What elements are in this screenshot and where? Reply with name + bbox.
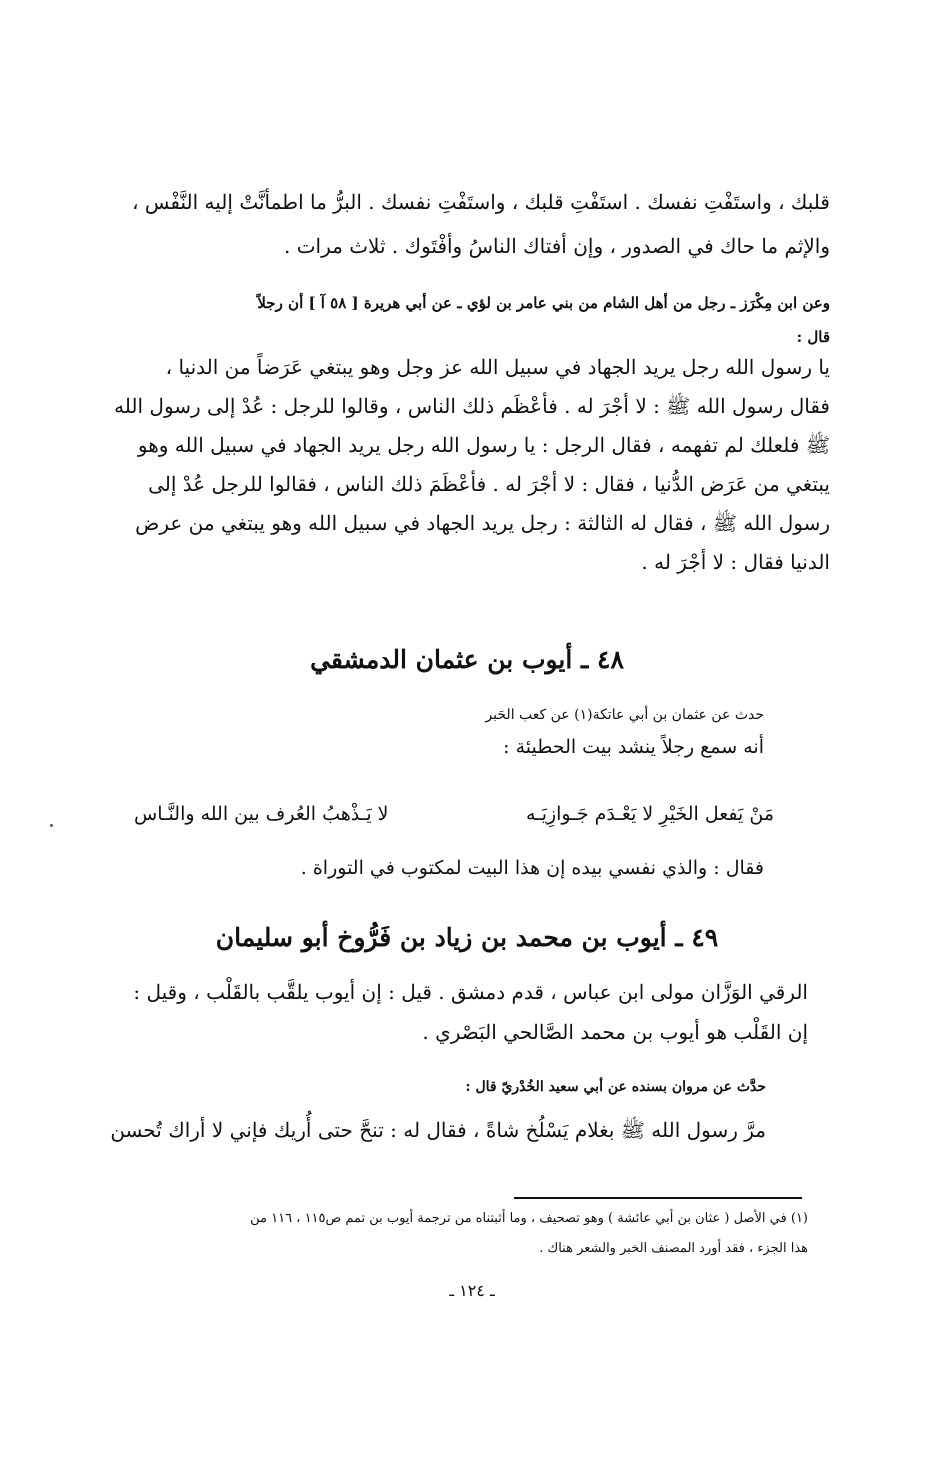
poetry-verse — [134, 796, 774, 832]
paragraph-1-line: قلبك ، واستَفْتِ نفسك . استَفْتِ قلبك ، واستَفْتِ نفسك . البرُّ ما اطمأنَّتْ إليه النَّفْس ، — [132, 190, 830, 214]
paragraph-2-line: يا رسول الله رجل يريد الجهاد في سبيل الله عز وجل وهو يبتغي عَرَضاً من الدنيا ، — [165, 355, 830, 379]
paragraph-1-line: والإثم ما حاك في الصدور ، وإن أفتاك الناسُ وأفْتَوك . ثلاث مرات . — [283, 234, 830, 258]
paragraph-3-line: الرقي الوَزَّان مولى ابن عباس ، قدم دمشق . قيل : إن أيوب يلقَّب بالقَلْب ، وقيل : — [133, 980, 808, 1004]
paragraph-4-line: مرَّ رسول الله ﷺ بغلام يَسْلُخ شاةً ، فقال له : تنحَّ حتى أُريك فإني لا أراك تُحسن — [110, 1118, 766, 1142]
paragraph-4 — [104, 1110, 766, 1150]
section-heading-48 — [104, 640, 830, 680]
isnad-1 — [108, 286, 830, 354]
isnad-2-line: حدَّث عن مروان بسنده عن أبي سعيد الخُدْريّ قال : — [465, 1079, 766, 1095]
verse-second-hemistich: لا يَـذْهبُ العُرف بين الله والنَّـاس — [134, 803, 389, 825]
footnote — [108, 1204, 808, 1264]
paragraph-2-line: يبتغي من عَرَض الدُّنيا ، فقال : لا أجْرَ له . فأعْظَمَ ذلك الناس ، فقالوا للرجل عُدْ إلى — [148, 472, 830, 496]
quote-intro-line: أنه سمع رجلاً ينشد بيت الحطيئة : — [503, 736, 764, 758]
footnote-line: هذا الجزء ، فقد أورد المصنف الخبر والشعر هناك . — [539, 1241, 808, 1256]
scan-speck — [50, 824, 53, 827]
section-heading-49-text: ٤٩ ـ أيوب بن محمد بن زياد بن فَرُّوخ أبو سليمان — [215, 923, 719, 952]
paragraph-2-line: ﷺ فلعلك لم تفهمه ، فقال الرجل : يا رسول الله رجل يريد الجهاد في سبيل الله وهو — [137, 433, 830, 457]
paragraph-2-line: الدنيا فقال : لا أجْرَ له . — [641, 550, 830, 574]
footnote-divider — [514, 1197, 802, 1199]
paragraph-2-line: فقال رسول الله ﷺ : لا أجْرَ له . فأعْظَم ذلك الناس ، وقالوا للرجل : عُدْ إلى رسول الله — [114, 394, 830, 418]
narration-48-line: حدث عن عثمان بن أبي عاتكة(١) عن كعب الحَبر — [485, 707, 764, 723]
narration-48 — [104, 700, 764, 730]
paragraph-3 — [104, 972, 808, 1052]
isnad-1-line: قال : — [796, 328, 830, 346]
section-heading-49 — [104, 918, 830, 958]
quote-intro — [104, 730, 764, 764]
paragraph-1 — [108, 180, 830, 268]
verse-first-hemistich: مَنْ يَفعل الخَيْرِ لا يَعْـدَم جَـوازِيَـه — [525, 803, 774, 825]
quote-end-line: فقال : والذي نفسي بيده إن هذا البيت لمكتوب في التوراة . — [300, 857, 764, 879]
paragraph-2 — [104, 348, 830, 582]
paragraph-3-line: إن القَلْب هو أيوب بن محمد الصَّالحي البَصْري . — [422, 1020, 808, 1044]
footnote-line: (١) في الأصل ( عثان بن أبي عائشة ) وهو تصحيف ، وما أثبتناه من ترجمة أيوب بن تمم ص١١٥ ، ١١٦ من — [250, 1211, 808, 1226]
quote-end — [104, 850, 764, 886]
isnad-2 — [104, 1072, 766, 1102]
isnad-1-line: وعن ابن مِكْرَز ـ رجل من أهل الشام من بني عامر بن لؤي ـ عن أبي هريرة [ ٥٨ آ ] أن رجلاً — [257, 294, 830, 312]
page-number: ـ ١٢٤ ـ — [449, 1281, 495, 1300]
paragraph-2-line: رسول الله ﷺ ، فقال له الثالثة : رجل يريد الجهاد في سبيل الله وهو يبتغي من عرض — [135, 511, 830, 535]
section-heading-48-text: ٤٨ ـ أيوب بن عثمان الدمشقي — [310, 645, 624, 674]
